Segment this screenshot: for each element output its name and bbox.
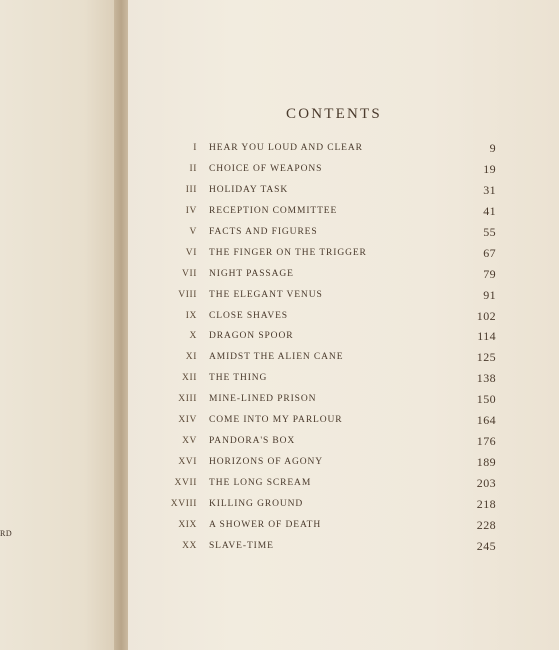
chapter-page-number: 176 [476,434,496,449]
chapter-page-number: 67 [483,245,496,260]
chapter-number: V [189,226,197,237]
chapter-number: XII [182,373,197,384]
contents-entry [0,412,559,433]
contents-entry [0,454,559,475]
contents-list [0,140,559,559]
chapter-number: III [185,184,197,195]
contents-entry [0,433,559,454]
chapter-number: XX [182,540,197,551]
chapter-number: XVIII [170,498,197,509]
chapter-title: THE ELEGANT VENUS [209,289,323,300]
chapter-page-number: 228 [476,517,496,532]
chapter-number: XIX [178,519,197,530]
chapter-page-number: 203 [476,476,496,490]
chapter-title: THE LONG SCREAM [209,478,312,488]
contents-entry [0,182,559,203]
chapter-number: VII [182,268,197,279]
chapter-number: VI [185,247,197,258]
chapter-page-number: 164 [476,413,496,428]
contents-entry [0,349,559,370]
chapter-page-number: 102 [476,308,496,323]
chapter-page-number: 19 [483,161,496,176]
chapter-title: MINE-LINED PRISON [209,394,317,405]
chapter-page-number: 79 [483,266,496,281]
chapter-page-number: 114 [477,329,496,344]
chapter-title: CHOICE OF WEAPONS [209,163,323,174]
chapter-page-number: 189 [476,455,496,470]
chapter-page-number: 91 [483,287,496,302]
chapter-title: FACTS AND FIGURES [209,226,318,237]
chapter-page-number: 31 [483,182,496,197]
contents-entry [0,475,559,496]
chapter-number: IV [185,205,197,216]
chapter-number: X [189,331,197,342]
chapter-number: IX [185,310,197,321]
contents-entry [0,224,559,245]
chapter-page-number: 9 [489,141,496,155]
chapter-number: VIII [178,289,197,300]
contents-entry [0,203,559,224]
contents-entry [0,287,559,308]
chapter-title: RECEPTION COMMITTEE [209,205,338,216]
chapter-page-number: 138 [476,371,496,386]
chapter-title: PANDORA'S BOX [209,436,296,447]
chapter-number: XVI [178,457,197,468]
contents-entry [0,391,559,412]
contents-entry [0,245,559,266]
chapter-title: HOLIDAY TASK [209,184,289,195]
chapter-page-number: 55 [483,224,496,239]
chapter-number: II [189,163,197,174]
contents-heading: CONTENTS [286,106,382,122]
chapter-title: HEAR YOU LOUD AND CLEAR [209,143,363,153]
chapter-page-number: 125 [476,350,496,365]
chapter-page-number: 150 [476,392,496,407]
chapter-title: AMIDST THE ALIEN CANE [209,352,344,363]
contents-entry [0,266,559,287]
chapter-title: HORIZONS OF AGONY [209,457,324,468]
contents-entry [0,538,559,559]
chapter-title: NIGHT PASSAGE [209,268,294,279]
chapter-title: THE FINGER ON THE TRIGGER [209,247,367,258]
contents-entry [0,496,559,517]
chapter-title: CLOSE SHAVES [209,310,288,321]
chapter-number: XVII [174,478,197,488]
chapter-title: SLAVE-TIME [209,540,274,551]
chapter-title: THE THING [209,373,268,384]
left-page-text-fragment: RD [0,529,13,538]
chapter-number: XV [182,436,197,447]
chapter-number: XIV [178,415,197,426]
contents-entry [0,161,559,182]
contents-entry [0,308,559,329]
chapter-title: COME INTO MY PARLOUR [209,415,343,426]
chapter-page-number: 245 [476,538,496,553]
chapter-title: KILLING GROUND [209,498,304,509]
chapter-number: XI [185,352,197,363]
chapter-title: A SHOWER OF DEATH [209,519,322,530]
chapter-page-number: 218 [476,496,496,511]
chapter-title: DRAGON SPOOR [209,331,294,342]
chapter-number: I [193,143,197,153]
contents-entry [0,370,559,391]
contents-entry [0,328,559,349]
chapter-page-number: 41 [483,203,496,218]
contents-entry [0,140,559,161]
contents-entry [0,517,559,538]
chapter-number: XIII [178,394,197,405]
